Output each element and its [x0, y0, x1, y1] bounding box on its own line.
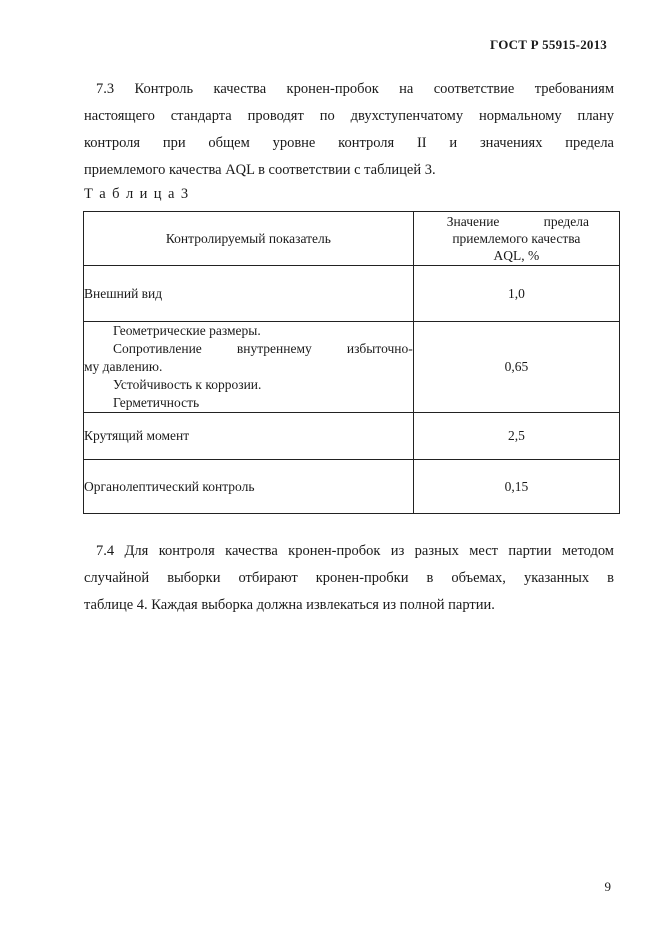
table-row	[84, 413, 620, 460]
paragraph-line: контроля при общем уровне контроля II и значениях предела	[84, 135, 614, 151]
indicator-cell	[84, 322, 414, 413]
header-aql-line: AQL, %	[493, 248, 540, 263]
table-header-row	[84, 212, 620, 266]
header-aql-line: Значение предела	[446, 214, 589, 229]
paragraph-line: настоящего стандарта проводят по двухступенчатому нормальному плану	[84, 108, 614, 124]
paragraph-line: приемлемого качества AQL в соответствии с таблицей 3.	[84, 162, 436, 178]
indicator-line: Геометрические размеры.	[113, 323, 261, 338]
indicator-line: Герметичность	[113, 395, 200, 410]
paragraph-line: таблице 4. Каждая выборка должна извлекаться из полной партии.	[84, 597, 495, 613]
aql-value-cell: 0,15	[413, 460, 619, 514]
indicator-cell: Внешний вид	[84, 266, 414, 322]
section-7-3-paragraph	[84, 76, 614, 184]
document-header: ГОСТ Р 55915-2013	[490, 37, 607, 52]
paragraph-line: 7.4 Для контроля качества кронен-пробок из разных мест партии методом	[96, 543, 614, 559]
indicator-cell: Крутящий момент	[84, 413, 414, 460]
page-number: 9	[604, 879, 611, 894]
indicator-line: му давлению.	[84, 359, 163, 374]
aql-value-cell: 2,5	[413, 413, 619, 460]
aql-value-cell: 1,0	[413, 266, 619, 322]
aql-value-cell: 0,65	[413, 322, 619, 413]
header-aql-line: приемлемого качества	[452, 231, 581, 246]
indicator-line: Сопротивление внутреннему избыточно-	[113, 341, 413, 356]
table-caption: Т а б л и ц а 3	[84, 186, 190, 202]
indicator-line: Устойчивость к коррозии.	[113, 377, 262, 392]
header-aql-value	[413, 212, 619, 266]
table-row	[84, 460, 620, 514]
aql-table	[83, 211, 620, 514]
paragraph-line: случайной выборки отбирают кронен-пробки в объемах, указанных в	[84, 570, 614, 586]
section-7-4-paragraph	[84, 538, 614, 619]
table-row	[84, 322, 620, 413]
table-row	[84, 266, 620, 322]
paragraph-line: 7.3 Контроль качества кронен-пробок на соответствие требованиям	[96, 81, 614, 97]
indicator-cell: Органолептический контроль	[84, 460, 414, 514]
header-indicator: Контролируемый показатель	[84, 212, 414, 266]
